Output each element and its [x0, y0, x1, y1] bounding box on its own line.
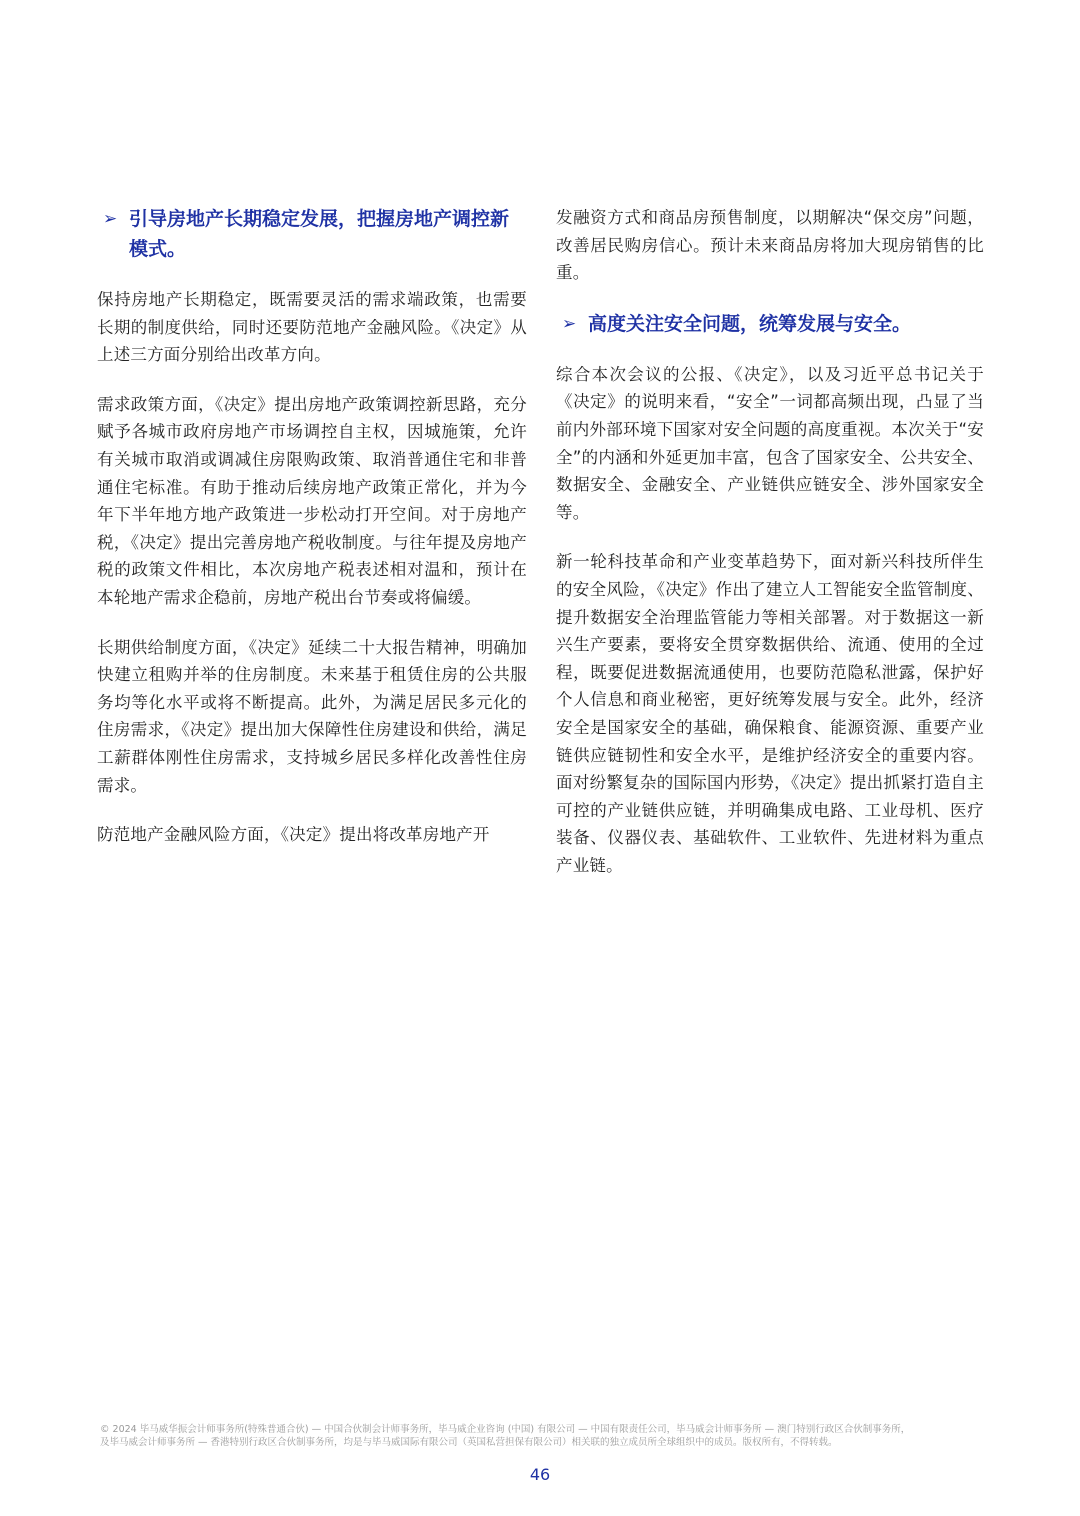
arrowhead-bullet-icon: ➢	[562, 313, 577, 334]
paragraph: 需求政策方面，《决定》提出房地产政策调控新思路，充分赋予各城市政府房地产市场调控自主权，因城施策，允许有关城市取消或调减住房限购政策、取消普通住宅和非普通住宅标准。有助于推动后续房地产政策正常化，并为今年下半年地方地产政策进一步松动打开空间。对于房地产税，《决定》提出完善房地产税收制度。与往年提及房地产税的政策文件相比，本次房地产税表述相对温和，预计在本轮地产需求企稳前，房地产税出台节奏或将偏缓。	[97, 394, 527, 607]
paragraph: 保持房地产长期稳定，既需要灵活的需求端政策，也需要长期的制度供给，同时还要防范地产金融风险。《决定》从上述三方面分别给出改革方向。	[97, 290, 527, 365]
footer-line: 及毕马威会计师事务所 — 香港特别行政区合伙制事务所，均是与毕马威国际有限公司（英国私营担保有限公司）相关联的独立成员所全球组织中的成员。版权所有，不得转载。	[100, 1437, 838, 1448]
paragraph-continuation: 发融资方式和商品房预售制度，以期解决“保交房”问题，改善居民购房信心。预计未来商品房将加大现房销售的比重。	[556, 208, 984, 283]
copyright-footer	[100, 1423, 980, 1449]
paragraph: 长期供给制度方面，《决定》延续二十大报告精神，明确加快建立租购并举的住房制度。未来基于租赁住房的公共服务均等化水平或将不断提高。此外，为满足居民多元化的住房需求，《决定》提出加大保障性住房建设和供给，满足工薪群体刚性住房需求，支持城乡居民多样化改善性住房需求。	[97, 637, 527, 795]
paragraph: 防范地产金融风险方面，《决定》提出将改革房地产开	[97, 825, 490, 845]
section-heading-security: ➢ 高度关注安全问题，统筹发展与安全。	[556, 309, 984, 339]
right-column	[556, 204, 984, 901]
arrowhead-bullet-icon: ➢	[103, 209, 118, 229]
left-column	[97, 204, 527, 871]
paragraph: 新一轮科技革命和产业变革趋势下，面对新兴科技所伴生的安全风险，《决定》作出了建立人工智能安全监管制度、提升数据安全治理监管能力等相关部署。对于数据这一新兴生产要素，要将安全贯穿数据供给、流通、使用的全过程，既要促进数据流通使用，也要防范隐私泄露，保护好个人信息和商业秘密，更好统筹发展与安全。此外，经济安全是国家安全的基础，确保粮食、能源资源、重要产业链供应链韧性和安全水平，是维护经济安全的重要内容。面对纷繁复杂的国际国内形势，《决定》提出抓紧打造自主可控的产业链供应链，并明确集成电路、工业母机、医疗装备、仪器仪表、基础软件、工业软件、先进材料为重点产业链。	[556, 552, 984, 875]
section-heading-real-estate: ➢ 引导房地产长期稳定发展，把握房地产调控新模式。	[97, 204, 527, 264]
paragraph: 综合本次会议的公报、《决定》，以及习近平总书记关于《决定》的说明来看，“安全”一词都高频出现，凸显了当前内外部环境下国家对安全问题的高度重视。本次关于“安全”的内涵和外延更加丰富，包含了国家安全、公共安全、数据安全、金融安全、产业链供应链安全、涉外国家安全等。	[556, 364, 984, 522]
footer-line: © 2024 毕马威华振会计师事务所(特殊普通合伙) — 中国合伙制会计师事务所，毕马威企业咨询 (中国) 有限公司 — 中国有限责任公司，毕马威会计师事务所 — 澳门特别行政区合伙制事务所，	[100, 1424, 911, 1435]
page-number: 46	[529, 1465, 551, 1484]
